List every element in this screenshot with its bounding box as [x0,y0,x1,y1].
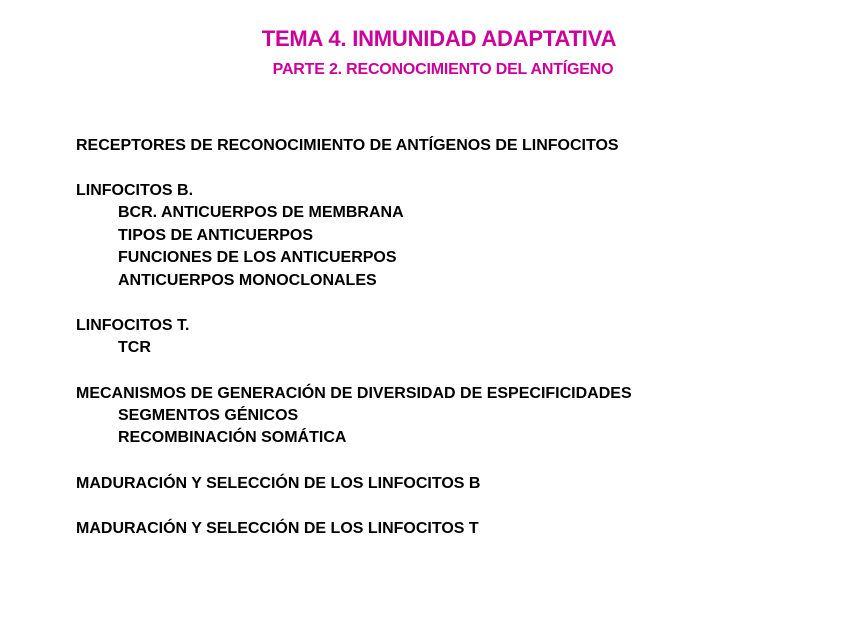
subtopic-item: TCR [118,339,151,356]
outline-section [76,472,816,495]
section-heading: LINFOCITOS T. [76,317,190,334]
section-heading: RECEPTORES DE RECONOCIMIENTO DE ANTÍGENOS DE LINFOCITOS [76,137,619,154]
section-heading: MADURACIÓN Y SELECCIÓN DE LOS LINFOCITOS B [76,474,481,492]
subtopic-item: RECOMBINACIÓN SOMÁTICA [118,429,347,446]
section-subtopics [76,337,816,360]
section-heading: LINFOCITOS B. [76,182,194,199]
outline-section [76,314,816,360]
outline-section [76,134,816,157]
topic-outline [76,134,816,562]
outline-section [76,382,816,450]
subtopic-item: FUNCIONES DE LOS ANTICUERPOS [118,249,397,266]
slide-subtitle: PARTE 2. RECONOCIMIENTO DEL ANTÍGENO [272,61,614,78]
subtopic-item: TIPOS DE ANTICUERPOS [118,226,313,244]
section-heading: MECANISMOS DE GENERACIÓN DE DIVERSIDAD DE ESPECIFICIDADES [76,384,632,402]
subtopic-item: BCR. ANTICUERPOS DE MEMBRANA [118,204,404,221]
subtopic-item: ANTICUERPOS MONOCLONALES [118,271,377,289]
section-heading: MADURACIÓN Y SELECCIÓN DE LOS LINFOCITOS T [76,519,479,537]
section-subtopics [76,202,816,292]
subtopic-item: SEGMENTOS GÉNICOS [118,406,299,424]
outline-section [76,179,816,292]
section-subtopics [76,405,816,450]
outline-section [76,517,816,540]
slide-title: TEMA 4. INMUNIDAD ADAPTATIVA [261,26,617,51]
